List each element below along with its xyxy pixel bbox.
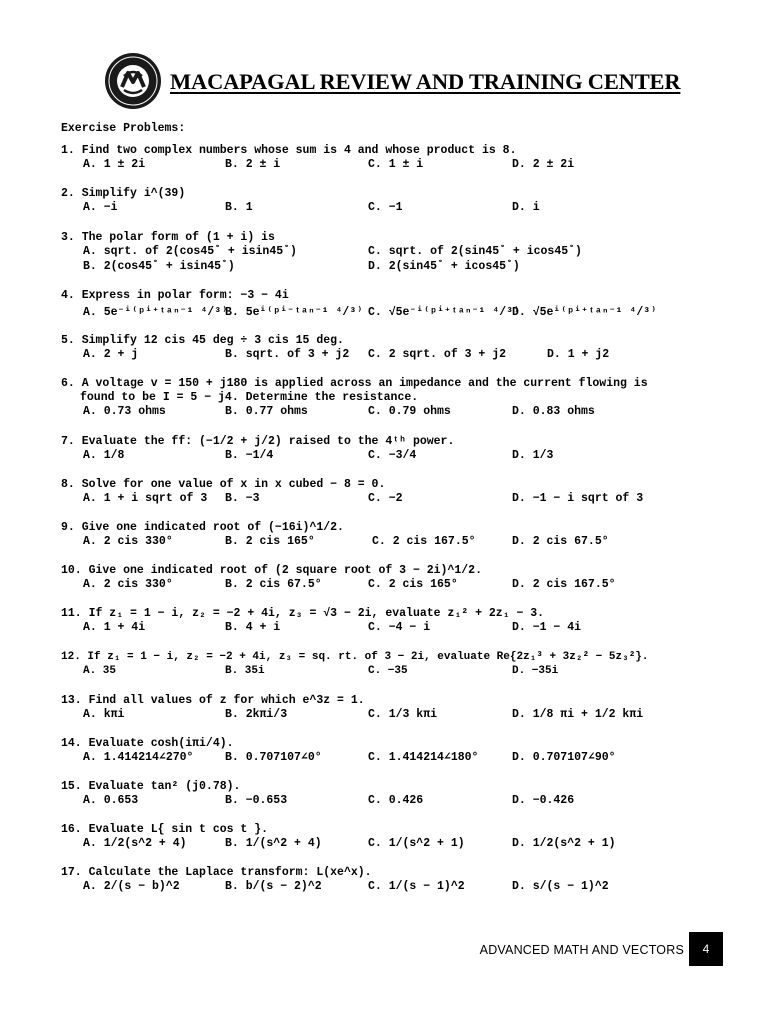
question-text: 12. If z₁ = 1 − i, z₂ = −2 + 4i, z₃ = sq. rt. of 3 − 2i, evaluate Re{2z₁³ + 3z₂² − 5z₃²}.	[61, 651, 649, 663]
option-b: B. 2kπi/3	[225, 708, 288, 721]
option-d: D. 1/3	[512, 449, 554, 462]
problem-item	[61, 289, 658, 322]
question-text: 6. A voltage v = 150 + j180 is applied across an impedance and the current flowing is	[61, 377, 648, 390]
problem-item	[61, 231, 582, 275]
options-row	[83, 794, 575, 809]
option-c: C. 2 sqrt. of 3 + j2	[368, 348, 507, 361]
option-c: C. 1/(s^2 + 1)	[368, 837, 465, 850]
page-footer	[0, 932, 768, 966]
options-row	[83, 880, 609, 895]
page-title: MACAPAGAL REVIEW AND TRAINING CENTER	[170, 69, 681, 94]
option-b: B. 1	[225, 201, 253, 214]
option-d: D. 1 + j2	[547, 348, 610, 361]
option-d: D. 0.707107∠90°	[512, 751, 616, 764]
option-a: A. 1/8	[83, 449, 125, 462]
option-d: D. 2 cis 167.5°	[512, 578, 616, 591]
problem-item	[61, 435, 554, 464]
option-b: B. −3	[225, 492, 260, 505]
option-b: B. 1/(s^2 + 4)	[225, 837, 322, 850]
option-c: C. −35	[368, 665, 408, 677]
option-a: A. 2/(s − b)^2	[83, 880, 180, 893]
question-text: 3. The polar form of (1 + i) is	[61, 231, 275, 244]
problem-item	[61, 377, 648, 420]
option-d: D. −35i	[512, 665, 559, 677]
options-row	[83, 201, 540, 216]
page-number: 4	[689, 932, 723, 966]
problem-item	[61, 737, 616, 766]
option-a: A. −i	[83, 201, 118, 214]
option-a: A. 2 cis 330°	[83, 578, 173, 591]
question-text: 5. Simplify 12 cis 45 deg ÷ 3 cis 15 deg.	[61, 334, 344, 347]
option-c: C. 1.414214∠180°	[368, 751, 479, 764]
question-text: 10. Give one indicated root of (2 square root of 3 − 2i)^1/2.	[61, 564, 482, 577]
option-b: B. −1/4	[225, 449, 274, 462]
option-b: B. 2 cis 165°	[225, 535, 315, 548]
problem-item	[61, 780, 575, 809]
options-row	[83, 348, 610, 363]
option-a: A. 5e⁻ⁱ⁽ᵖⁱ⁺ᵗᵃⁿ⁻¹ ⁴/³⁾	[83, 306, 229, 319]
option-c: C. −1	[368, 201, 403, 214]
question-text-continued: found to be I = 5 − j4. Determine the resistance.	[80, 391, 419, 404]
option-d: D. 2(sin45˚ + icos45˚)	[368, 260, 520, 273]
option-a: A. kπi	[83, 708, 125, 721]
problem-item	[61, 823, 616, 852]
section-subtitle: Exercise Problems:	[61, 122, 186, 135]
option-a: A. 1 ± 2i	[83, 158, 146, 171]
problem-item	[61, 144, 575, 173]
problem-item	[61, 334, 610, 363]
option-b: B. 0.707107∠0°	[225, 751, 322, 764]
option-d: D. 1/2(s^2 + 1)	[512, 837, 616, 850]
options-row	[83, 708, 644, 723]
options-row	[83, 405, 648, 420]
problem-item	[61, 564, 616, 593]
option-b: B. sqrt. of 3 + j2	[225, 348, 350, 361]
option-c: C. 2 cis 167.5°	[372, 535, 476, 548]
problem-item	[61, 650, 649, 679]
problem-item	[61, 866, 609, 895]
options-row	[83, 535, 609, 550]
seal-logo-icon	[104, 52, 162, 110]
question-text: 11. If z₁ = 1 − i, z₂ = −2 + 4i, z₃ = √3 − 2i, evaluate z₁² + 2z₁ − 3.	[61, 607, 545, 620]
option-c: C. 2 cis 165°	[368, 578, 458, 591]
option-b: B. −0.653	[225, 794, 288, 807]
option-c: C. 0.79 ohms	[368, 405, 451, 418]
option-c: C. 1 ± i	[368, 158, 424, 171]
option-a: A. 2 + j	[83, 348, 139, 361]
document-header	[104, 52, 704, 112]
option-d: D. −1 − 4i	[512, 621, 582, 634]
option-d: D. −1 − i sqrt of 3	[512, 492, 644, 505]
question-text: 1. Find two complex numbers whose sum is 4 and whose product is 8.	[61, 144, 517, 157]
option-c: C. 0.426	[368, 794, 424, 807]
options-row	[83, 621, 582, 636]
option-b: B. 35i	[225, 665, 265, 677]
option-a: A. sqrt. of 2(cos45˚ + isin45˚)	[83, 245, 297, 258]
options-row	[83, 751, 616, 766]
option-d: D. 2 cis 67.5°	[512, 535, 609, 548]
option-d: D. s/(s − 1)^2	[512, 880, 609, 893]
option-a: A. 35	[83, 665, 117, 677]
option-a: A. 1 + i sqrt of 3	[83, 492, 208, 505]
option-c: C. sqrt. of 2(sin45˚ + icos45˚)	[368, 245, 582, 258]
question-text: 15. Evaluate tan² (j0.78).	[61, 780, 241, 793]
option-d: D. −0.426	[512, 794, 575, 807]
option-d: D. √5eⁱ⁽ᵖⁱ⁺ᵗᵃⁿ⁻¹ ⁴/³⁾	[512, 306, 658, 319]
question-text: 17. Calculate the Laplace transform: L(xe^x).	[61, 866, 372, 879]
question-text: 7. Evaluate the ff: (−1/2 + j/2) raised to the 4ᵗʰ power.	[61, 435, 455, 448]
footer-section-title: ADVANCED MATH AND VECTORS	[479, 943, 684, 957]
option-a: A. 1.414214∠270°	[83, 751, 194, 764]
options-row	[83, 664, 649, 679]
option-c: C. −4 − i	[368, 621, 431, 634]
question-text: 8. Solve for one value of x in x cubed − 8 = 0.	[61, 478, 386, 491]
option-d: D. 2 ± 2i	[512, 158, 575, 171]
option-b: B. 2 cis 67.5°	[225, 578, 322, 591]
problem-item	[61, 521, 609, 550]
option-a: A. 1 + 4i	[83, 621, 146, 634]
option-d: D. i	[512, 201, 540, 214]
options-row	[83, 158, 575, 173]
option-b: B. 5eⁱ⁽ᵖⁱ⁻ᵗᵃⁿ⁻¹ ⁴/³⁾	[225, 306, 364, 319]
option-b: B. 2(cos45˚ + isin45˚)	[83, 260, 235, 273]
problem-item	[61, 694, 644, 723]
question-text: 13. Find all values of z for which e^3z = 1.	[61, 694, 365, 707]
question-text: 2. Simplify i^(39)	[61, 187, 186, 200]
option-b: B. 2 ± i	[225, 158, 281, 171]
options-row	[83, 245, 582, 260]
option-c: C. −2	[368, 492, 403, 505]
option-c: C. −3/4	[368, 449, 417, 462]
question-text: 16. Evaluate L{ sin t cos t }.	[61, 823, 269, 836]
option-b: B. 4 + i	[225, 621, 281, 634]
option-c: C. 1/(s − 1)^2	[368, 880, 465, 893]
option-b: B. 0.77 ohms	[225, 405, 308, 418]
option-a: A. 2 cis 330°	[83, 535, 173, 548]
option-a: A. 1/2(s^2 + 4)	[83, 837, 187, 850]
option-d: D. 1/8 πi + 1/2 kπi	[512, 708, 644, 721]
option-c: C. 1/3 kπi	[368, 708, 438, 721]
option-a: A. 0.653	[83, 794, 139, 807]
option-b: B. b/(s − 2)^2	[225, 880, 322, 893]
option-d: D. 0.83 ohms	[512, 405, 595, 418]
options-row	[83, 578, 616, 593]
options-row	[83, 449, 554, 464]
problem-item	[61, 187, 540, 216]
options-row	[83, 837, 616, 852]
option-c: C. √5e⁻ⁱ⁽ᵖⁱ⁺ᵗᵃⁿ⁻¹ ⁴/³⁾	[368, 306, 520, 319]
options-row	[83, 260, 520, 275]
question-text: 4. Express in polar form: −3 − 4i	[61, 289, 289, 302]
problem-item	[61, 607, 582, 636]
problem-item	[61, 478, 644, 507]
question-text: 14. Evaluate cosh(iπi/4).	[61, 737, 234, 750]
option-a: A. 0.73 ohms	[83, 405, 166, 418]
options-row	[83, 492, 644, 507]
options-row	[83, 303, 658, 322]
question-text: 9. Give one indicated root of (−16i)^1/2.	[61, 521, 344, 534]
